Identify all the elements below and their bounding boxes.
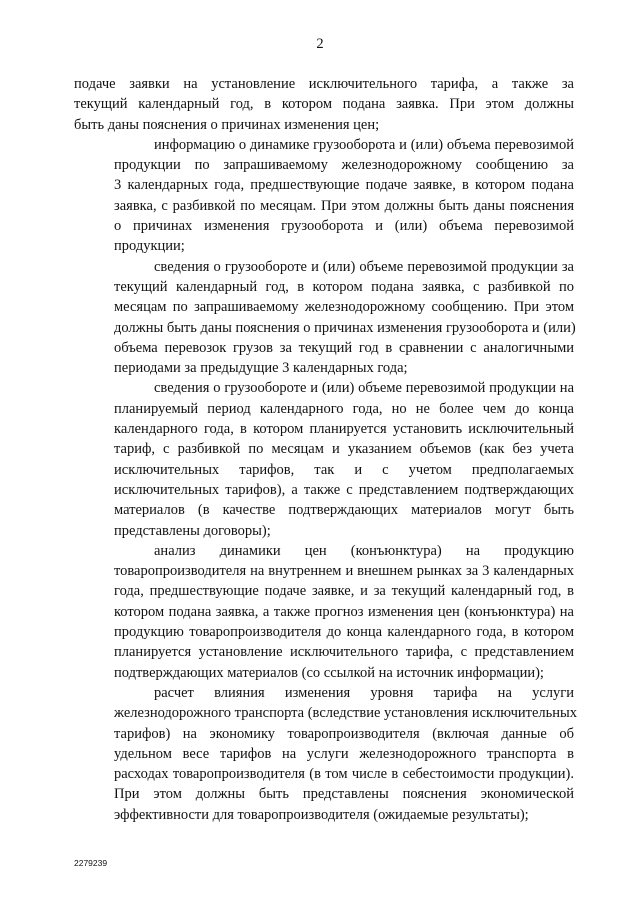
paragraph-line: заявка, с разбивкой по месяцам. При этом должны быть даны пояснения [114,197,574,214]
paragraph-line: товаропроизводителя на внутреннем и внешнем рынках за 3 календарных [114,563,574,580]
paragraph-line: 3 календарных года, предшествующие подаче заявке, в котором подана [114,177,574,194]
paragraph-line: планируется установление исключительного тарифа, с представлением [114,644,574,661]
paragraph-line: расчет влияния изменения уровня тарифа на услуги [154,684,574,701]
paragraph-line: планируемый период календарного года, но не более чем до конца [114,400,574,417]
paragraph-line: исключительных тарифов, так и с учетом предполагаемых [114,461,574,478]
paragraph-line: года, предшествующие подаче заявке, и за текущий календарный год, в [114,583,574,600]
paragraph-line: быть даны пояснения о причинах изменения цен; [74,116,380,133]
paragraph-line: должны быть даны пояснения о причинах изменения грузооборота и (или) [114,319,576,336]
paragraph-line: информацию о динамике грузооборота и (или) объема перевозимой [154,136,574,153]
page-number: 2 [316,36,324,52]
document-body [74,74,578,825]
paragraph-line: продукции по запрашиваемому железнодорожному сообщению за [114,157,574,174]
paragraph-line: подтверждающих материалов (со ссылкой на источник информации); [114,664,544,681]
paragraph-line: периодами за предыдущие 3 календарных года; [114,360,408,377]
paragraph-line: продукцию товаропроизводителя до конца календарного года, в котором [114,624,574,641]
paragraph [74,74,574,135]
paragraph-line: анализ динамики цен (конъюнктура) на продукцию [154,542,574,559]
paragraph-line: эффективности для товаропроизводителя (ожидаемые результаты); [114,806,529,823]
paragraph-line: железнодорожного транспорта (вследствие установления исключительных [114,705,578,722]
paragraph-line: текущий календарный год, в котором подана заявка. При этом должны [74,96,574,113]
paragraph-line: тариф, с разбивкой по месяцам и указанием объемов (как без учета [114,441,574,458]
paragraph-line: сведения о грузообороте и (или) объеме перевозимой продукции на [154,380,574,397]
paragraph-line: удельном весе тарифов на услуги железнодорожного транспорта в [114,745,574,762]
paragraph-line: представлены договоры); [114,522,271,539]
paragraph-line: При этом должны быть представлены пояснения экономической [114,786,574,803]
paragraph-line: материалов (в качестве подтверждающих материалов могут быть [114,502,574,519]
paragraph-line: календарного года, в котором планируется установить исключительный [114,421,574,438]
paragraph-line: подаче заявки на установление исключительного тарифа, а также за [74,76,574,92]
document-code: 2279239 [74,858,108,868]
paragraph [74,135,574,257]
paragraph-line: сведения о грузообороте и (или) объеме перевозимой продукции за [154,258,574,275]
paragraph [74,683,578,825]
paragraph-line: тарифов) на экономику товаропроизводителя (включая данные об [114,725,574,742]
paragraph [74,257,574,379]
paragraph-line: о причинах изменения грузооборота и (или) объема перевозимой [114,218,574,235]
paragraph-line: текущий календарный год, в котором подана заявка, с разбивкой по [114,278,574,295]
paragraph [74,378,574,540]
paragraph-line: расходах товаропроизводителя (в том числе в себестоимости продукции). [114,766,574,783]
paragraph-line: исключительных тарифов), а также с представлением подтверждающих [114,481,574,498]
paragraph-line: объема перевозок грузов за текущий год в сравнении с аналогичными [114,339,574,356]
paragraph-line: котором подана заявка, а также прогноз изменения цен (конъюнктура) на [114,603,574,620]
paragraph-line: продукции; [114,238,185,255]
paragraph [74,541,574,683]
paragraph-line: месяцам по запрашиваемому железнодорожному сообщению. При этом [114,299,574,316]
